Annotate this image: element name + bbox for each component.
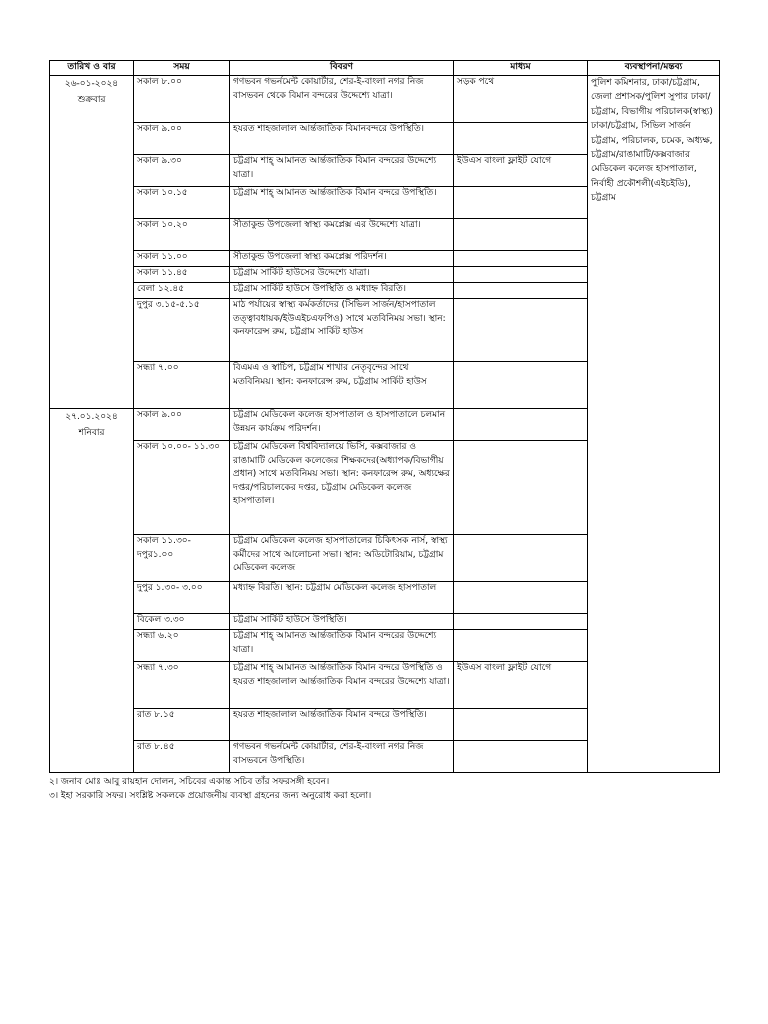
description-cell: চট্টগ্রাম মেডিকেল বিশ্ববিদ্যালয়ে ভিসি, কক্সবাজার ও রাঙামাটি মেডিকেল কলেজের শিক্ষকদের(অধ্যাপক/বিভাগীয় প্রধান) সাথে মতবিনিময় সভা। স্থান: কনফারেন্স রুম, অধ্যক্ষের দপ্তর/পরিচালকের দপ্তর, চট্টগ্রাম মেডিকেল কলেজ হাসপাতাল। <box>230 441 454 535</box>
header-time: সময় <box>134 61 230 76</box>
date-value: ২৬-০১-২০২৪ <box>64 79 119 89</box>
management-cell: পুলিশ কমিশনার, ঢাকা/চট্টগ্রাম, জেলা প্রশাসক/পুলিশ সুপার ঢাকা/চট্টগ্রাম, বিভাগীয় পরিচালক(স্বাস্থ্য) ঢাকা/চট্টগ্রাম, সিভিল সার্জন চট্টগ্রাম, পরিচালক, চমেক, অধ্যক্ষ, চট্টগ্রাম/রাঙামাটি/কক্সবাজার মেডিকেল কলেজ হাসপাতাল, নির্বাহী প্রকৌশলী(এইচইডি), চট্টগ্রাম <box>588 76 720 773</box>
medium-cell <box>454 362 588 409</box>
medium-cell <box>454 409 588 441</box>
medium-cell <box>454 299 588 362</box>
notes <box>49 775 739 803</box>
weekday-value: শনিবার <box>78 428 105 438</box>
description-cell: চট্টগ্রাম শাহ্ আমানত আর্ন্তজাতিক বিমান বন্দরে উপস্থিতি ও হযরত শাহজালাল আর্ন্তজাতিক বিমান বন্দরের উদ্দেশ্যে যাত্রা। <box>230 662 454 709</box>
time-cell: সকাল ১১.০০ <box>134 251 230 267</box>
medium-cell <box>454 219 588 251</box>
time-cell: দুপুর ১.৩০- ৩.০০ <box>134 582 230 614</box>
description-cell: চট্টগ্রাম মেডিকেল কলেজ হাসপাতাল ও হাসপাতালে চলমান উন্নয়ন কার্যক্রম পরিদর্শন। <box>230 409 454 441</box>
time-cell: সকাল ১০.২০ <box>134 219 230 251</box>
schedule-body <box>50 76 720 773</box>
note-3: ৩। ইহা সরকারি সফর। সংশ্লিষ্ট সকলকে প্রয়োজনীয় ব্যবস্থা গ্রহনের জন্য অনুরোধ করা হলো। <box>49 791 372 801</box>
description-cell: গণভবন গভর্নমেন্ট কোয়ার্টার, শের-ই-বাংলা নগর নিজ বাসভবন থেকে বিমান বন্দরের উদ্দেশ্যে যাত্রা। <box>230 76 454 123</box>
description-cell: সীতাকুন্ড উপজেলা স্বাস্থ্য কমপ্লেক্স পরিদর্শন। <box>230 251 454 267</box>
time-cell: দুপুর ৩.১৫-৫.১৫ <box>134 299 230 362</box>
time-cell: সকাল ১০.০০- ১১.৩০ <box>134 441 230 535</box>
time-cell: সকাল ১১.৪৫ <box>134 267 230 283</box>
description-cell: চট্টগ্রাম শাহ্ আমানত আর্ন্তজাতিক বিমান বন্দরে উপস্থিতি। <box>230 187 454 219</box>
medium-cell <box>454 187 588 219</box>
header-description: বিবরণ <box>230 61 454 76</box>
medium-cell <box>454 267 588 283</box>
time-cell: সন্ধ্যা ৭.০০ <box>134 362 230 409</box>
medium-cell <box>454 614 588 630</box>
time-cell: সন্ধ্যা ৭.৩০ <box>134 662 230 709</box>
table-header-row <box>50 61 720 76</box>
medium-cell <box>454 441 588 535</box>
description-cell: চট্টগ্রাম সার্কিট হাউসে উপস্থিতি ও মধ্যাহ্ন বিরতি। <box>230 283 454 299</box>
header-management: ব্যবস্থাপনা/মন্তব্য <box>588 61 720 76</box>
date-cell <box>50 409 134 773</box>
description-cell: গণভবন গভর্নমেন্ট কোয়ার্টার, শের-ই-বাংলা নগর নিজ বাসভবনে উপস্থিতি। <box>230 741 454 773</box>
description-cell: চট্টগ্রাম মেডিকেল কলেজ হাসপাতালের চিকিৎসক নার্স, স্বাস্থ্য কর্মীদের সাথে আলোচনা সভা। স্থান: অডিটোরিয়াম, চট্টগ্রাম মেডিকেল কলেজ <box>230 535 454 582</box>
time-cell: সকাল ৯.০০ <box>134 409 230 441</box>
description-cell: চট্টগ্রাম শাহ্ আমানত আর্ন্তজাতিক বিমান বন্দরের উদ্দেশ্যে যাত্রা। <box>230 155 454 187</box>
time-cell: সকাল ৯.৩০ <box>134 155 230 187</box>
description-cell: চট্টগ্রাম সার্কিট হাউসে উপস্থিতি। <box>230 614 454 630</box>
table-row <box>50 76 720 123</box>
time-cell: রাত ৮.১৫ <box>134 709 230 741</box>
medium-cell <box>454 535 588 582</box>
note-2: ২। জনাব মোঃ আবু রায়হান দোলন, সচিবের একান্ত সচিব তাঁর সফরসঙ্গী হবেন। <box>49 777 330 787</box>
time-cell: বিকেল ৩.৩০ <box>134 614 230 630</box>
description-cell: মাঠ পর্যায়ের স্বাস্থ্য কর্মকর্তাদের (সিভিল সার্জন/হাসপাতাল তত্ত্বাবধায়ক/ইউএইচএফপিও) সাথে মতবিনিময় সভা। স্থান: কনফারেন্স রুম, চট্টগ্রাম সার্কিট হাউস <box>230 299 454 362</box>
time-cell: সকাল ১১.৩০- দপুর১.০০ <box>134 535 230 582</box>
time-cell: সকাল ৮.০০ <box>134 76 230 123</box>
description-cell: সীতাকুন্ড উপজেলা স্বাস্থ্য কমপ্লেক্স এর উদ্দেশ্যে যাত্রা। <box>230 219 454 251</box>
medium-cell <box>454 709 588 741</box>
schedule-table <box>49 60 720 773</box>
medium-cell: ইউএস বাংলা ফ্লাইট যোগে <box>454 662 588 709</box>
medium-cell <box>454 123 588 155</box>
description-cell: বিএমএ ও স্বাচিপ, চট্টগ্রাম শাখার নেতৃবৃন্দের সাথে মতবিনিময়। স্থান: কনফারেন্স রুম, চট্টগ্রাম সার্কিট হাউস <box>230 362 454 409</box>
weekday-value: শুক্রবার <box>77 95 106 105</box>
time-cell: রাত ৮.৪৫ <box>134 741 230 773</box>
medium-cell <box>454 251 588 267</box>
time-cell: সকাল ৯.০০ <box>134 123 230 155</box>
date-cell <box>50 76 134 409</box>
description-cell: চট্টগ্রাম শাহ্ আমানত আর্ন্তজাতিক বিমান বন্দরের উদ্দেশ্যে যাত্রা। <box>230 630 454 662</box>
medium-cell <box>454 283 588 299</box>
medium-cell <box>454 582 588 614</box>
medium-cell <box>454 741 588 773</box>
description-cell: চট্টগ্রাম সার্কিট হাউসের উদ্দেশ্যে যাত্রা। <box>230 267 454 283</box>
medium-cell: ইউএস বাংলা ফ্লাইট যোগে <box>454 155 588 187</box>
time-cell: সন্ধ্যা ৬.২০ <box>134 630 230 662</box>
description-cell: হযরত শাহজালাল আর্ন্তজাতিক বিমানবন্দরে উপস্থিতি। <box>230 123 454 155</box>
header-date: তারিখ ও বার <box>50 61 134 76</box>
date-value: ২৭.০১.২০২৪ <box>65 412 118 422</box>
time-cell: সকাল ১০.১৫ <box>134 187 230 219</box>
time-cell: বেলা ১২.৪৫ <box>134 283 230 299</box>
header-medium: মাধ্যম <box>454 61 588 76</box>
medium-cell: সড়ক পথে <box>454 76 588 123</box>
medium-cell <box>454 630 588 662</box>
description-cell: হযরত শাহজালাল আর্ন্তজাতিক বিমান বন্দরে উপস্থিতি। <box>230 709 454 741</box>
description-cell: মধ্যাহ্ন বিরতি। স্থান: চট্টগ্রাম মেডিকেল কলেজ হাসপাতাল <box>230 582 454 614</box>
